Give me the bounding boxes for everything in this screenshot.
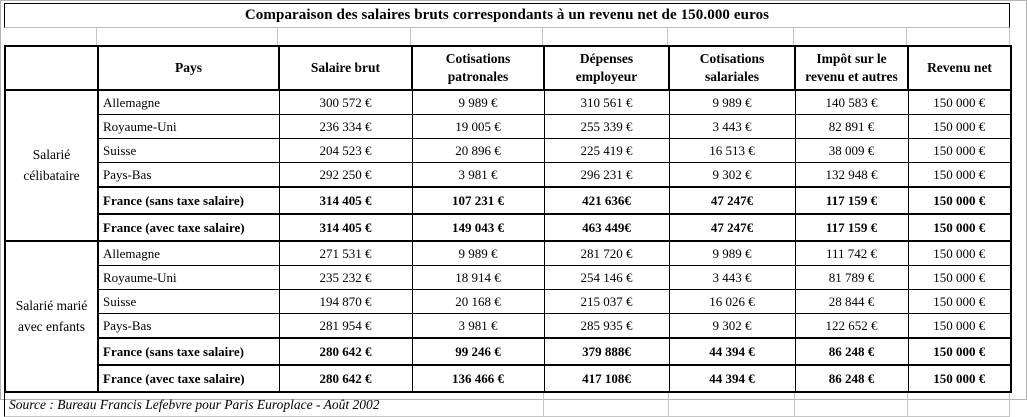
value-cell: 417 108€	[544, 365, 669, 392]
value-cell: 16 026 €	[669, 290, 795, 314]
value-cell: 140 583 €	[795, 90, 908, 115]
value-cell: 3 443 €	[669, 266, 795, 290]
pays-cell: France (sans taxe salaire)	[98, 187, 279, 214]
value-cell: 236 334 €	[279, 115, 412, 139]
value-cell: 150 000 €	[908, 241, 1011, 266]
value-cell: 314 405 €	[279, 214, 412, 241]
value-cell: 132 948 €	[795, 163, 908, 188]
value-cell: 81 789 €	[795, 266, 908, 290]
value-cell: 215 037 €	[544, 290, 669, 314]
value-cell: 20 168 €	[412, 290, 544, 314]
value-cell: 314 405 €	[279, 187, 412, 214]
pays-cell: Allemagne	[98, 241, 279, 266]
value-cell: 47 247€	[669, 214, 795, 241]
table-row-france-avec-taxe	[5, 214, 1011, 241]
spacer-row	[4, 28, 1010, 45]
pays-cell: Pays-Bas	[98, 314, 279, 339]
col-header-cotisations-patronales: Cotisations patronales	[412, 46, 544, 90]
value-cell: 150 000 €	[908, 90, 1011, 115]
pays-cell: Pays-Bas	[98, 163, 279, 188]
value-cell: 20 896 €	[412, 139, 544, 163]
value-cell: 99 246 €	[412, 338, 544, 365]
source-note: Source : Bureau Francis Lefebvre pour Paris Europlace - Août 2002	[5, 393, 544, 416]
table-row	[5, 115, 1011, 139]
value-cell: 16 513 €	[669, 139, 795, 163]
value-cell: 28 844 €	[795, 290, 908, 314]
value-cell: 379 888€	[544, 338, 669, 365]
value-cell: 136 466 €	[412, 365, 544, 392]
value-cell: 9 302 €	[669, 314, 795, 339]
value-cell: 280 642 €	[279, 365, 412, 392]
table-row-france-avec-taxe	[5, 365, 1011, 392]
value-cell: 281 720 €	[544, 241, 669, 266]
col-header-depenses-employeur: Dépenses employeur	[544, 46, 669, 90]
header-row	[5, 46, 1011, 90]
col-header-impot: Impôt sur le revenu et autres	[795, 46, 908, 90]
value-cell: 9 989 €	[669, 241, 795, 266]
value-cell: 300 572 €	[279, 90, 412, 115]
value-cell: 280 642 €	[279, 338, 412, 365]
value-cell: 107 231 €	[412, 187, 544, 214]
value-cell: 310 561 €	[544, 90, 669, 115]
value-cell: 117 159 €	[795, 187, 908, 214]
value-cell: 86 248 €	[795, 338, 908, 365]
table-row-france-sans-taxe	[5, 338, 1011, 365]
value-cell: 150 000 €	[908, 290, 1011, 314]
value-cell: 3 981 €	[412, 314, 544, 339]
value-cell: 19 005 €	[412, 115, 544, 139]
value-cell: 47 247€	[669, 187, 795, 214]
value-cell: 255 339 €	[544, 115, 669, 139]
value-cell: 296 231 €	[544, 163, 669, 188]
value-cell: 86 248 €	[795, 365, 908, 392]
value-cell: 117 159 €	[795, 214, 908, 241]
value-cell: 225 419 €	[544, 139, 669, 163]
value-cell: 3 981 €	[412, 163, 544, 188]
table-row	[5, 266, 1011, 290]
value-cell: 150 000 €	[908, 163, 1011, 188]
value-cell: 111 742 €	[795, 241, 908, 266]
corner-cell	[5, 46, 98, 90]
value-cell: 44 394 €	[669, 338, 795, 365]
value-cell: 421 636€	[544, 187, 669, 214]
value-cell: 271 531 €	[279, 241, 412, 266]
value-cell: 150 000 €	[908, 338, 1011, 365]
table-row	[5, 139, 1011, 163]
table-row	[5, 314, 1011, 339]
value-cell: 150 000 €	[908, 314, 1011, 339]
value-cell: 9 989 €	[412, 90, 544, 115]
value-cell: 285 935 €	[544, 314, 669, 339]
value-cell: 204 523 €	[279, 139, 412, 163]
col-header-cotisations-salariales: Cotisations salariales	[669, 46, 795, 90]
value-cell: 150 000 €	[908, 365, 1011, 392]
pays-cell: Royaume-Uni	[98, 266, 279, 290]
col-header-revenu-net: Revenu net	[908, 46, 1011, 90]
value-cell: 9 989 €	[412, 241, 544, 266]
value-cell: 44 394 €	[669, 365, 795, 392]
value-cell: 194 870 €	[279, 290, 412, 314]
value-cell: 18 914 €	[412, 266, 544, 290]
table-title: Comparaison des salaires bruts correspondants à un revenu net de 150.000 euros	[4, 3, 1010, 28]
source-row	[4, 393, 1010, 417]
table-row	[5, 241, 1011, 266]
value-cell: 235 232 €	[279, 266, 412, 290]
pays-cell: Suisse	[98, 290, 279, 314]
salary-comparison-table	[4, 45, 1012, 393]
value-cell: 3 443 €	[669, 115, 795, 139]
value-cell: 149 043 €	[412, 214, 544, 241]
table-row	[5, 90, 1011, 115]
value-cell: 254 146 €	[544, 266, 669, 290]
pays-cell: Royaume-Uni	[98, 115, 279, 139]
value-cell: 463 449€	[544, 214, 669, 241]
table-row	[5, 163, 1011, 188]
group-label-celibataire: Salarié célibataire	[5, 90, 98, 241]
value-cell: 9 989 €	[669, 90, 795, 115]
pays-cell: France (avec taxe salaire)	[98, 365, 279, 392]
col-header-pays: Pays	[98, 46, 279, 90]
value-cell: 292 250 €	[279, 163, 412, 188]
pays-cell: Allemagne	[98, 90, 279, 115]
value-cell: 281 954 €	[279, 314, 412, 339]
value-cell: 150 000 €	[908, 187, 1011, 214]
value-cell: 150 000 €	[908, 115, 1011, 139]
pays-cell: Suisse	[98, 139, 279, 163]
value-cell: 150 000 €	[908, 139, 1011, 163]
group-label-marie: Salarié marié avec enfants	[5, 241, 98, 392]
value-cell: 150 000 €	[908, 214, 1011, 241]
value-cell: 82 891 €	[795, 115, 908, 139]
table-row-france-sans-taxe	[5, 187, 1011, 214]
value-cell: 150 000 €	[908, 266, 1011, 290]
table-row	[5, 290, 1011, 314]
value-cell: 38 009 €	[795, 139, 908, 163]
pays-cell: France (sans taxe salaire)	[98, 338, 279, 365]
pays-cell: France (avec taxe salaire)	[98, 214, 279, 241]
col-header-salaire-brut: Salaire brut	[279, 46, 412, 90]
value-cell: 122 652 €	[795, 314, 908, 339]
value-cell: 9 302 €	[669, 163, 795, 188]
